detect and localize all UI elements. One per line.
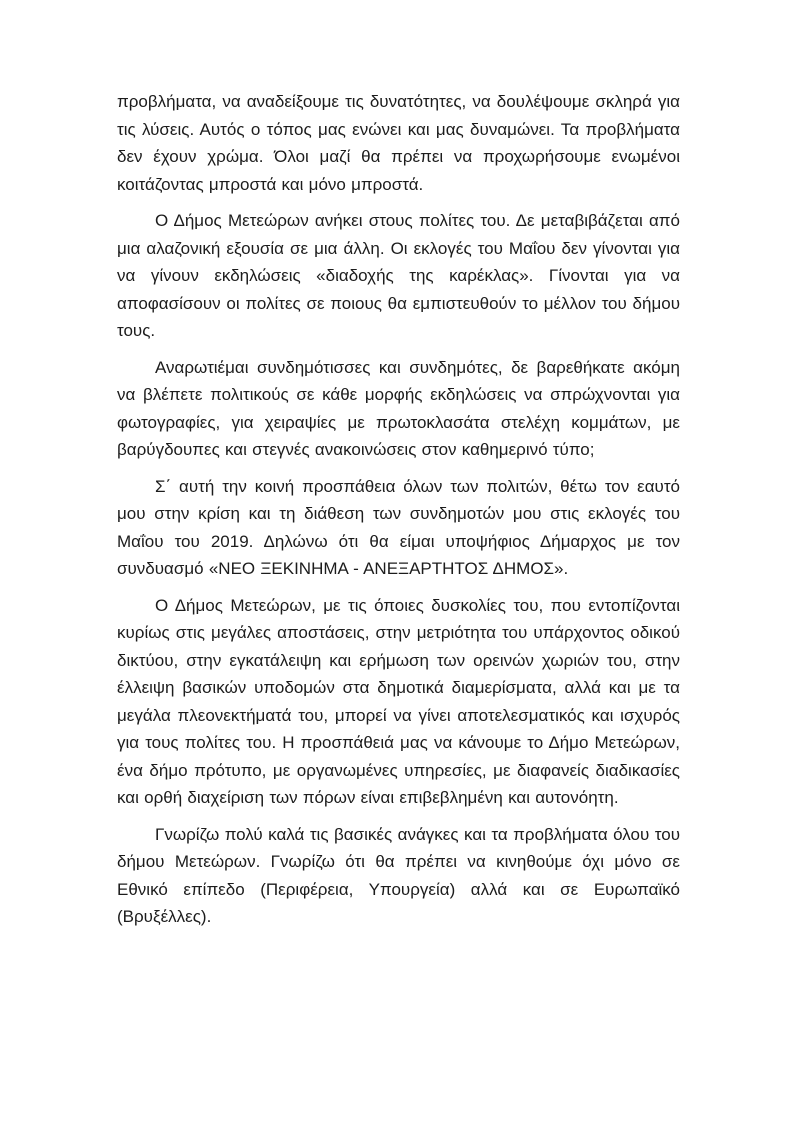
paragraph-continuation: προβλήματα, να αναδείξουμε τις δυνατότητες, να δουλέψουμε σκληρά για τις λύσεις. Αυτός ο τόπος μας ενώνει και μας δυναμώνει. Τα προβλήματα δεν έχουν χρώμα. Όλοι μαζί θα πρέπει να προχωρήσουμε ενωμένοι κοιτάζοντας μπροστά και μόνο μπροστά. xyxy=(117,92,680,194)
paragraph: Γνωρίζω πολύ καλά τις βασικές ανάγκες και τα προβλήματα όλου του δήμου Μετεώρων. Γνωρίζω ότι θα πρέπει να κινηθούμε όχι μόνο σε Εθνικό επίπεδο (Περιφέρεια, Υπουργεία) αλλά και σε Ευρωπαϊκό (Βρυξέλλες). xyxy=(117,824,680,926)
paragraph: Αναρωτιέμαι συνδημότισσες και συνδημότες, δε βαρεθήκατε ακόμη να βλέπετε πολιτικούς σε κάθε μορφής εκδηλώσεις να σπρώχνονται για φωτογραφίες, για χειραψίες με πρωτοκλασάτα στελέχη κομμάτων, με βαρύγδουπες και στεγνές ανακοινώσεις στον καθημερινό τύπο; xyxy=(117,357,680,459)
paragraph: Ο Δήμος Μετεώρων, με τις όποιες δυσκολίες του, που εντοπίζονται κυρίως στις μεγάλες αποστάσεις, στην μετριότητα του υπάρχοντος οδικού δικτύου, στην εγκατάλειψη και ερήμωση των ορεινών χωριών του, στην έλλειψη βασικών υποδομών στα δημοτικά διαμερίσματα, αλλά και με τα μεγάλα πλεονεκτήματά του, μπορεί να γίνει αποτελεσματικός και ισχυρός για τους πολίτες του. Η προσπάθειά μας να κάνουμε το Δήμο Μετεώρων, ένα δήμο πρότυπο, με οργανωμένες υπηρεσίες, με διαφανείς διαδικασίες και ορθή διαχείριση των πόρων είναι επιβεβλημένη και αυτονόητη. xyxy=(117,595,680,807)
paragraph: Ο Δήμος Μετεώρων ανήκει στους πολίτες του. Δε μεταβιβάζεται από μια αλαζονική εξουσία σε μια άλλη. Οι εκλογές του Μαΐου δεν γίνονται για να γίνουν εκδηλώσεις «διαδοχής της καρέκλας». Γίνονται για να αποφασίσουν οι πολίτες σε ποιους θα εμπιστευθούν το μέλλον του δήμου τους. xyxy=(117,211,680,340)
paragraph: Σ΄ αυτή την κοινή προσπάθεια όλων των πολιτών, θέτω τον εαυτό μου στην κρίση και τη διάθεση των συνδημοτών μου στις εκλογές του Μαΐου του 2019. Δηλώνω ότι θα είμαι υποψήφιος Δήμαρχος με τον συνδυασμό «ΝΕΟ ΞΕΚΙΝΗΜΑ - ΑΝΕΞΑΡΤΗΤΟΣ ΔΗΜΟΣ». xyxy=(117,476,680,578)
